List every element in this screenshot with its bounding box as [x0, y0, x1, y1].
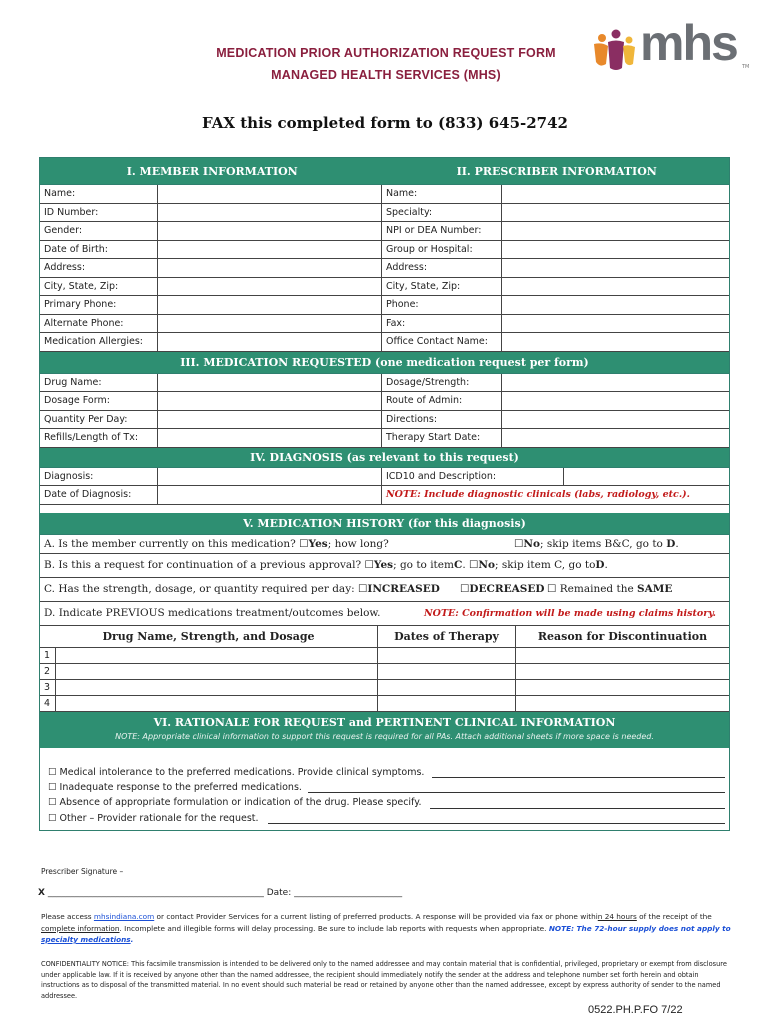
- info-row: [40, 259, 729, 278]
- history-question-c: C. Has the strength, dosage, or quantity required per day: ☐ INCREASED ☐DECREASED ☐ Remained the SAME: [40, 578, 729, 602]
- authorization-form: [39, 157, 730, 831]
- medication-field-right[interactable]: [502, 374, 729, 393]
- medication-field-right[interactable]: [502, 411, 729, 430]
- section-header-member-prescriber: [40, 158, 729, 185]
- previous-med-row: [40, 680, 729, 696]
- form-title: MEDICATION PRIOR AUTHORIZATION REQUEST FORM: [216, 46, 556, 60]
- b-no-option[interactable]: No: [478, 559, 496, 571]
- prev-reason-field[interactable]: [516, 648, 729, 663]
- history-section-title: V. MEDICATION HISTORY (for this diagnosis): [243, 516, 526, 530]
- member-label: Name:: [40, 185, 158, 204]
- diagnosis-date-row: [40, 486, 729, 505]
- c-decreased-checkbox[interactable]: ☐: [460, 583, 470, 595]
- rationale-line-2[interactable]: [308, 792, 725, 793]
- logo-text: mhs: [640, 15, 737, 71]
- previous-med-row: [40, 648, 729, 664]
- info-row: [40, 278, 729, 297]
- rationale-line-1[interactable]: [432, 777, 725, 778]
- c-same-checkbox[interactable]: ☐ Remained the: [547, 583, 638, 595]
- diagnosis-row: [40, 468, 729, 487]
- icd10-field[interactable]: [564, 468, 729, 487]
- fax-instruction: FAX this completed form to (833) 645-2742: [201, 114, 568, 132]
- prescriber-label: Office Contact Name:: [382, 333, 502, 352]
- member-label: Alternate Phone:: [40, 315, 158, 334]
- medication-row: [40, 429, 729, 448]
- prescriber-label: Name:: [382, 185, 502, 204]
- diagnosis-field[interactable]: [158, 468, 382, 487]
- prev-reason-field[interactable]: [516, 680, 729, 695]
- history-question-a: A. Is the member currently on this medication? ☐ Yes ; how long? ☐No; skip items B&C, go to D.: [40, 535, 729, 554]
- row-number: 1: [40, 648, 56, 663]
- prev-dates-field[interactable]: [378, 696, 516, 711]
- row-number: 2: [40, 664, 56, 679]
- member-field[interactable]: [158, 185, 382, 204]
- prescriber-field[interactable]: [502, 296, 729, 315]
- member-field[interactable]: [158, 315, 382, 334]
- member-field[interactable]: [158, 241, 382, 260]
- prev-reason-field[interactable]: [516, 696, 729, 711]
- prescriber-field[interactable]: [502, 259, 729, 278]
- claims-history-note: NOTE: Confirmation will be made using claims history.: [424, 607, 716, 619]
- diagnosis-date-field[interactable]: [158, 486, 382, 505]
- member-label: City, State, Zip:: [40, 278, 158, 297]
- medication-label: Dosage Form:: [40, 392, 158, 411]
- col-dates-therapy: Dates of Therapy: [378, 626, 516, 647]
- medication-label-right: Route of Admin:: [382, 392, 502, 411]
- rationale-inadequate[interactable]: ☐ Inadequate response to the preferred medications.: [48, 781, 302, 793]
- prescriber-field[interactable]: [502, 185, 729, 204]
- medication-field[interactable]: [158, 411, 382, 430]
- prescriber-field[interactable]: [502, 278, 729, 297]
- prescriber-label: Specialty:: [382, 204, 502, 223]
- medication-rows: [40, 374, 729, 448]
- info-row: [40, 204, 729, 223]
- rationale-other[interactable]: ☐ Other – Provider rationale for the request.: [48, 812, 259, 824]
- diagnosis-section-title: IV. DIAGNOSIS (as relevant to this request): [250, 450, 519, 464]
- prescriber-section-title: II. PRESCRIBER INFORMATION: [456, 164, 657, 178]
- member-label: Primary Phone:: [40, 296, 158, 315]
- prev-drug-field[interactable]: [56, 648, 378, 663]
- medication-field-right[interactable]: [502, 429, 729, 448]
- prev-dates-field[interactable]: [378, 664, 516, 679]
- prescriber-label: Phone:: [382, 296, 502, 315]
- row-number: 4: [40, 696, 56, 711]
- info-row: [40, 241, 729, 260]
- previous-meds-header: [40, 626, 729, 648]
- member-label: Medication Allergies:: [40, 333, 158, 352]
- c-increased-option[interactable]: INCREASED: [367, 583, 440, 595]
- logo-trademark: TM: [742, 64, 750, 70]
- prev-drug-field[interactable]: [56, 664, 378, 679]
- member-label: ID Number:: [40, 204, 158, 223]
- prescriber-field[interactable]: [502, 315, 729, 334]
- medication-label: Refills/Length of Tx:: [40, 429, 158, 448]
- previous-meds-rows: [40, 648, 729, 712]
- rationale-section-title: VI. RATIONALE FOR REQUEST and PERTINENT CLINICAL INFORMATION: [153, 715, 616, 729]
- member-field[interactable]: [158, 333, 382, 352]
- form-subtitle: MANAGED HEALTH SERVICES (MHS): [271, 68, 501, 82]
- member-section-title: I. MEMBER INFORMATION: [126, 164, 298, 178]
- col-drug-name: Drug Name, Strength, and Dosage: [40, 626, 378, 647]
- prescriber-label: Address:: [382, 259, 502, 278]
- prev-drug-field[interactable]: [56, 680, 378, 695]
- medication-section-header: [40, 352, 729, 374]
- rationale-line-4[interactable]: [268, 823, 725, 824]
- signature-label: Prescriber Signature –: [41, 867, 124, 876]
- prescriber-label: Fax:: [382, 315, 502, 334]
- a-yes-option[interactable]: Yes: [308, 537, 328, 550]
- prescriber-label: Group or Hospital:: [382, 241, 502, 260]
- history-question-b: B. Is this a request for continuation of a previous approval? ☐ Yes ; go to item C . ☐ No ; skip item C, go to D .: [40, 554, 729, 578]
- member-label: Address:: [40, 259, 158, 278]
- icd10-label: ICD10 and Description:: [382, 468, 564, 487]
- diagnosis-note: NOTE: Include diagnostic clinicals (labs, radiology, etc.).: [382, 486, 729, 505]
- history-question-d: D. Indicate PREVIOUS medications treatment/outcomes below. NOTE: Confirmation will be made using claims history.: [40, 602, 729, 626]
- prescriber-field[interactable]: [502, 333, 729, 352]
- medication-label-right: Therapy Start Date:: [382, 429, 502, 448]
- col-reason: Reason for Discontinuation: [537, 629, 708, 643]
- a-no-checkbox[interactable]: ☐: [514, 537, 524, 550]
- diagnosis-section-header: [40, 448, 729, 468]
- confidentiality-notice: CONFIDENTIALITY NOTICE: This facsimile transmission is intended to be delivered only to the named addressee and may contain material that is confidential, privileged, proprietary or exempt from disclosure under applicable law. If it is received by anyone other than the named addressee, the recipient should immediately notify the sender at the address and telephone number set forth herein and obtain instructions as to disposal of the transmitted material. In no event should such material be read or retained by anyone other than the named addressee, except by express authority of sender to the named addressee.: [41, 960, 727, 1000]
- signature-row[interactable]: X ________________________________________________ Date: ________________________: [38, 888, 403, 898]
- member-field[interactable]: [158, 278, 382, 297]
- prescriber-field[interactable]: [502, 241, 729, 260]
- member-field[interactable]: [158, 204, 382, 223]
- medication-label: Drug Name:: [40, 374, 158, 393]
- signature-x: X: [38, 888, 45, 898]
- previous-med-row: [40, 664, 729, 680]
- mhs-website-link[interactable]: mhsindiana.com: [93, 912, 155, 921]
- previous-med-row: [40, 696, 729, 712]
- medication-row: [40, 392, 729, 411]
- medication-label: Quantity Per Day:: [40, 411, 158, 430]
- row-number: 3: [40, 680, 56, 695]
- prev-reason-field[interactable]: [516, 664, 729, 679]
- specialty-medications-link[interactable]: specialty medications: [41, 935, 131, 944]
- rationale-line-3[interactable]: [430, 808, 725, 809]
- medication-row: [40, 374, 729, 393]
- prescriber-label: NPI or DEA Number:: [382, 222, 502, 241]
- signature-line[interactable]: ________________________________________________: [47, 888, 264, 898]
- medication-label-right: Directions:: [382, 411, 502, 430]
- medication-field[interactable]: [158, 392, 382, 411]
- instructions-paragraph: Please access mhsindiana.com or contact Provider Services for a current listing of preferred products. A response will be provided via fax or phone within 24 hours of the receipt of the complete information. Incomplete and illegible forms will delay processing. Be sure to include lab reports with requests when appropriate. NOTE: The 72-hour supply does not apply to specialty medications.: [41, 912, 731, 944]
- history-section-header: [40, 513, 729, 535]
- medication-field-right[interactable]: [502, 392, 729, 411]
- b-yes-option[interactable]: Yes: [373, 559, 394, 571]
- rationale-options: [40, 748, 729, 830]
- prev-dates-field[interactable]: [378, 648, 516, 663]
- diagnosis-date-label: Date of Diagnosis:: [40, 486, 158, 505]
- member-prescriber-rows: [40, 185, 729, 352]
- medication-label-right: Dosage/Strength:: [382, 374, 502, 393]
- member-field[interactable]: [158, 222, 382, 241]
- diagnosis-label: Diagnosis:: [40, 468, 158, 487]
- date-line[interactable]: ________________________: [294, 888, 403, 898]
- info-row: [40, 333, 729, 352]
- medication-row: [40, 411, 729, 430]
- prev-drug-field[interactable]: [56, 696, 378, 711]
- prescriber-field[interactable]: [502, 204, 729, 223]
- prescriber-field[interactable]: [502, 222, 729, 241]
- rationale-intolerance[interactable]: ☐ Medical intolerance to the preferred medications. Provide clinical symptoms.: [48, 766, 425, 778]
- info-row: [40, 296, 729, 315]
- prescriber-label: City, State, Zip:: [382, 278, 502, 297]
- medication-field[interactable]: [158, 429, 382, 448]
- info-row: [40, 222, 729, 241]
- form-code: 0522.PH.P.FO 7/22: [588, 1004, 683, 1016]
- rationale-formulation[interactable]: ☐ Absence of appropriate formulation or indication of the drug. Please specify.: [48, 797, 422, 809]
- member-label: Gender:: [40, 222, 158, 241]
- rationale-section-note: NOTE: Appropriate clinical information to support this request is required for all PAs. Attach additional sheets if more space is needed.: [115, 731, 654, 741]
- medication-section-title: III. MEDICATION REQUESTED (one medication request per form): [180, 355, 589, 369]
- member-field[interactable]: [158, 296, 382, 315]
- info-row: [40, 185, 729, 204]
- medication-field[interactable]: [158, 374, 382, 393]
- prev-dates-field[interactable]: [378, 680, 516, 695]
- info-row: [40, 315, 729, 334]
- member-field[interactable]: [158, 259, 382, 278]
- rationale-section-header: [40, 712, 729, 748]
- member-label: Date of Birth:: [40, 241, 158, 260]
- supply-note: NOTE: The 72-hour supply does not apply to: [548, 923, 731, 933]
